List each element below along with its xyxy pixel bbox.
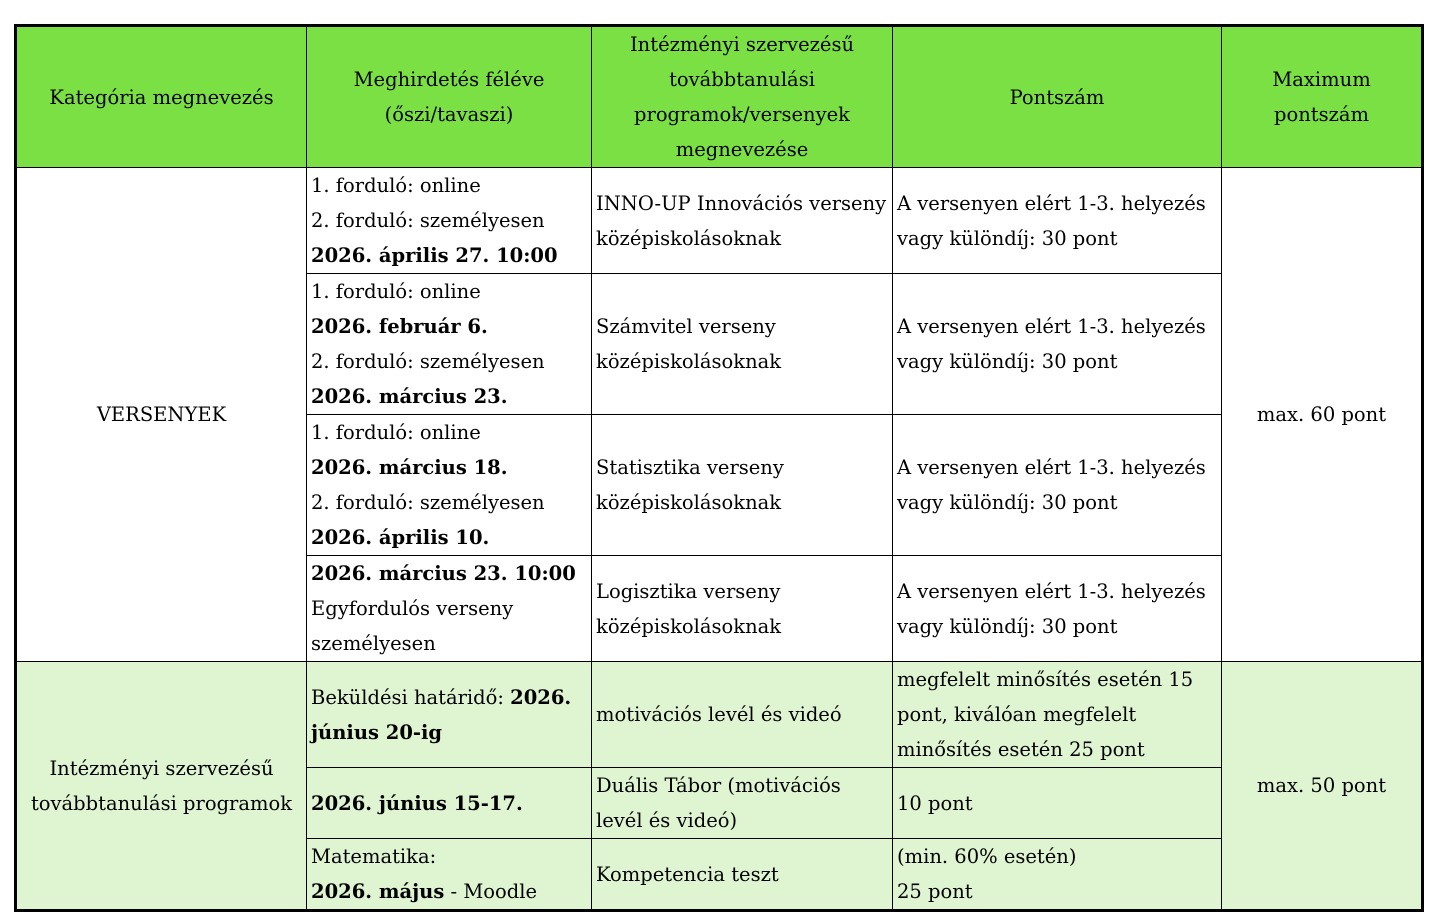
program-name: Kompetencia teszt xyxy=(592,839,893,911)
schedule-date: 2026. március 23. 10:00 xyxy=(311,562,576,585)
points-line: 25 pont xyxy=(897,880,973,903)
schedule-cell xyxy=(307,839,592,911)
schedule-line: 2. forduló: személyesen xyxy=(311,350,545,373)
header-semester: Meghirdetés féléve (őszi/tavaszi) xyxy=(307,26,592,168)
header-programs: Intézményi szervezésű továbbtanulási programok/versenyek megnevezése xyxy=(592,26,893,168)
schedule-date: 2026. április 10. xyxy=(311,526,490,549)
points-cell: 10 pont xyxy=(893,768,1222,839)
table-row xyxy=(16,662,1423,768)
schedule-cell xyxy=(307,168,592,274)
schedule-line: Egyfordulós verseny személyesen xyxy=(311,597,514,655)
schedule-date: 2026. április 27. 10:00 xyxy=(311,244,558,267)
schedule-date: 2026. június 20-ig xyxy=(311,685,572,744)
program-name: motivációs levél és videó xyxy=(592,662,893,768)
header-points: Pontszám xyxy=(893,26,1222,168)
table-row xyxy=(16,168,1423,274)
admission-points-table xyxy=(14,24,1424,912)
schedule-cell xyxy=(307,415,592,556)
points-cell xyxy=(893,839,1222,911)
points-cell: A versenyen elért 1-3. helyezés vagy különdíj: 30 pont xyxy=(893,556,1222,662)
points-cell: megfelelt minősítés esetén 15 pont, kiválóan megfelelt minősítés esetén 25 pont xyxy=(893,662,1222,768)
schedule-date: 2026. február 6. xyxy=(311,315,488,338)
points-line: (min. 60% esetén) xyxy=(897,845,1077,868)
category-programs: Intézményi szervezésű továbbtanulási programok xyxy=(16,662,307,911)
schedule-date: 2026. március 23. xyxy=(311,385,508,408)
schedule-line: 2. forduló: személyesen xyxy=(311,209,545,232)
header-category: Kategória megnevezés xyxy=(16,26,307,168)
program-name: Statisztika verseny középiskolásoknak xyxy=(592,415,893,556)
schedule-cell xyxy=(307,768,592,839)
schedule-line: 1. forduló: online xyxy=(311,280,481,303)
schedule-line: 1. forduló: online xyxy=(311,421,481,444)
points-cell: A versenyen elért 1-3. helyezés vagy különdíj: 30 pont xyxy=(893,415,1222,556)
schedule-cell xyxy=(307,662,592,768)
schedule-line: 1. forduló: online xyxy=(311,174,481,197)
program-name: INNO-UP Innovációs verseny középiskolásoknak xyxy=(592,168,893,274)
schedule-date: 2026. június 15-17. xyxy=(311,791,523,815)
schedule-line: Matematika: xyxy=(311,845,437,868)
header-max-points: Maximum pontszám xyxy=(1222,26,1423,168)
schedule-line: Beküldési határidő: xyxy=(311,685,511,709)
max-points-programs: max. 50 pont xyxy=(1222,662,1423,911)
header-row xyxy=(16,26,1423,168)
points-cell: A versenyen elért 1-3. helyezés vagy különdíj: 30 pont xyxy=(893,168,1222,274)
schedule-cell xyxy=(307,274,592,415)
max-points-competitions: max. 60 pont xyxy=(1222,168,1423,662)
program-name: Logisztika verseny középiskolásoknak xyxy=(592,556,893,662)
schedule-date: 2026. május xyxy=(311,880,445,903)
schedule-cell xyxy=(307,556,592,662)
schedule-line: 2. forduló: személyesen xyxy=(311,491,545,514)
points-cell: A versenyen elért 1-3. helyezés vagy különdíj: 30 pont xyxy=(893,274,1222,415)
program-name: Számvitel verseny középiskolásoknak xyxy=(592,274,893,415)
schedule-suffix: - Moodle xyxy=(444,880,538,903)
category-competitions: VERSENYEK xyxy=(16,168,307,662)
program-name: Duális Tábor (motivációs levél és videó) xyxy=(592,768,893,839)
schedule-date: 2026. március 18. xyxy=(311,456,508,479)
